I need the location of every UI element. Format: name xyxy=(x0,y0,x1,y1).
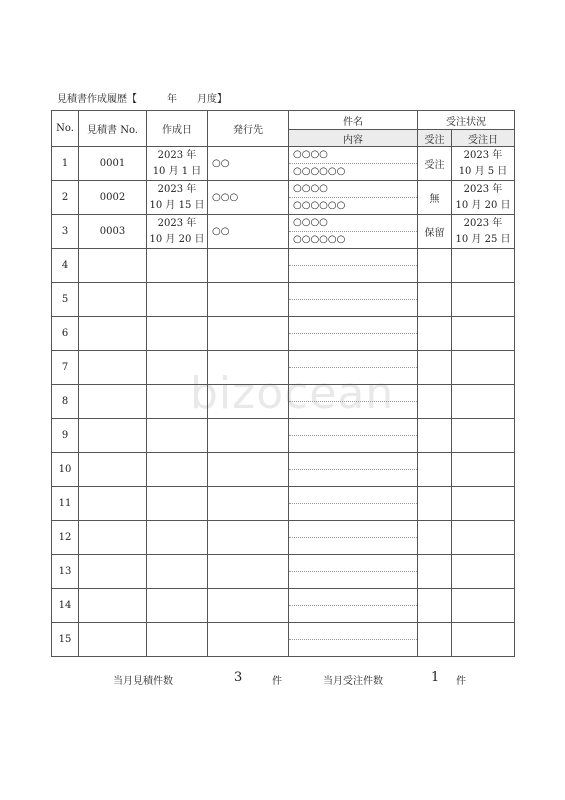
created-date-cell[interactable] xyxy=(147,623,208,657)
created-date-cell[interactable] xyxy=(147,249,208,283)
order-date-day: 10 月 20 日 xyxy=(455,199,511,211)
created-date-cell[interactable] xyxy=(147,453,208,487)
order-date-year: 2023 年 xyxy=(463,149,503,161)
table-row xyxy=(52,215,515,249)
estimate-no-cell[interactable] xyxy=(79,249,147,283)
estimate-no-cell[interactable] xyxy=(79,385,147,419)
subject-content-cell[interactable] xyxy=(289,283,418,317)
publisher-cell[interactable]: ○○ xyxy=(208,215,289,249)
ordered-status-cell[interactable] xyxy=(418,385,452,419)
estimates-count-unit: 件 xyxy=(272,676,282,687)
ordered-status-cell[interactable] xyxy=(418,283,452,317)
publisher-cell[interactable] xyxy=(208,317,289,351)
header-order-status: 受注状況 xyxy=(418,111,515,130)
subject-text xyxy=(289,317,417,334)
table-row xyxy=(52,351,515,385)
table-row xyxy=(52,487,515,521)
subject-content-cell[interactable] xyxy=(289,555,418,589)
ordered-status-cell[interactable] xyxy=(418,487,452,521)
estimate-no-cell[interactable]: 0002 xyxy=(79,181,147,215)
subject-content-cell[interactable] xyxy=(289,385,418,419)
order-date-cell[interactable] xyxy=(452,487,515,521)
row-no: 8 xyxy=(52,385,79,419)
content-text xyxy=(289,436,417,452)
publisher-cell[interactable] xyxy=(208,351,289,385)
created-date-cell[interactable] xyxy=(147,487,208,521)
publisher-cell[interactable]: ○○ xyxy=(208,147,289,181)
created-date-cell[interactable] xyxy=(147,147,208,181)
estimate-history-table xyxy=(51,110,515,657)
subject-content-cell[interactable] xyxy=(289,249,418,283)
order-date-year: 2023 年 xyxy=(463,183,503,195)
order-date-cell[interactable] xyxy=(452,351,515,385)
row-no: 2 xyxy=(52,181,79,215)
created-date-cell[interactable] xyxy=(147,521,208,555)
subject-text: ○○○○ xyxy=(289,181,417,198)
publisher-cell[interactable] xyxy=(208,521,289,555)
estimate-no-cell[interactable] xyxy=(79,317,147,351)
subject-content-cell[interactable] xyxy=(289,215,418,249)
subject-content-cell[interactable] xyxy=(289,351,418,385)
order-date-cell[interactable] xyxy=(452,283,515,317)
row-no: 6 xyxy=(52,317,79,351)
row-no: 15 xyxy=(52,623,79,657)
publisher-cell[interactable] xyxy=(208,283,289,317)
order-date-cell[interactable] xyxy=(452,521,515,555)
estimates-count-value: 3 xyxy=(234,670,243,685)
order-date-cell[interactable] xyxy=(452,215,515,249)
estimate-no-cell[interactable] xyxy=(79,419,147,453)
estimate-no-cell[interactable] xyxy=(79,453,147,487)
table-row xyxy=(52,521,515,555)
table-row xyxy=(52,385,515,419)
subject-text xyxy=(289,623,417,640)
estimate-no-cell[interactable]: 0001 xyxy=(79,147,147,181)
row-no: 4 xyxy=(52,249,79,283)
created-date-cell[interactable] xyxy=(147,181,208,215)
content-text xyxy=(289,606,417,622)
order-date-day: 10 月 25 日 xyxy=(455,233,511,245)
created-date-cell[interactable] xyxy=(147,385,208,419)
header-ordered: 受注 xyxy=(418,130,452,147)
content-text xyxy=(289,402,417,418)
header-estimate-no: 見積書 No. xyxy=(79,111,147,147)
content-text xyxy=(289,266,417,282)
publisher-cell[interactable] xyxy=(208,589,289,623)
publisher-cell[interactable] xyxy=(208,555,289,589)
created-date-day: 10 月 20 日 xyxy=(149,233,205,245)
order-date-cell[interactable] xyxy=(452,249,515,283)
table-body xyxy=(52,147,515,657)
content-text: ○○○○○○ xyxy=(293,200,346,211)
order-date-cell[interactable] xyxy=(452,317,515,351)
document-title: 見積書作成履歴【 年 月度】 xyxy=(57,94,227,105)
header-publisher: 発行先 xyxy=(208,111,289,147)
row-no: 11 xyxy=(52,487,79,521)
order-date-cell[interactable] xyxy=(452,453,515,487)
created-date-cell[interactable] xyxy=(147,419,208,453)
subject-text xyxy=(289,385,417,402)
row-no: 12 xyxy=(52,521,79,555)
ordered-status-cell[interactable] xyxy=(418,419,452,453)
order-date-day: 10 月 5 日 xyxy=(458,165,508,177)
order-date-cell[interactable] xyxy=(452,385,515,419)
content-text xyxy=(289,572,417,588)
subject-content-cell[interactable] xyxy=(289,589,418,623)
content-text xyxy=(289,538,417,554)
table-row xyxy=(52,623,515,657)
subject-content-cell[interactable] xyxy=(289,419,418,453)
order-date-cell[interactable] xyxy=(452,147,515,181)
subject-text xyxy=(289,453,417,470)
row-no: 9 xyxy=(52,419,79,453)
content-text xyxy=(289,640,417,656)
header-no: No. xyxy=(52,111,79,147)
ordered-status-cell[interactable] xyxy=(418,589,452,623)
table-row xyxy=(52,147,515,181)
publisher-cell[interactable] xyxy=(208,419,289,453)
order-date-cell[interactable] xyxy=(452,589,515,623)
estimate-no-cell[interactable]: 0003 xyxy=(79,215,147,249)
subject-text: ○○○○ xyxy=(289,215,417,232)
ordered-status-cell[interactable] xyxy=(418,453,452,487)
table-row xyxy=(52,453,515,487)
estimate-no-cell[interactable] xyxy=(79,283,147,317)
row-no: 10 xyxy=(52,453,79,487)
content-text xyxy=(289,334,417,350)
estimate-no-cell[interactable] xyxy=(79,521,147,555)
created-date-cell[interactable] xyxy=(147,215,208,249)
ordered-status-cell[interactable] xyxy=(418,351,452,385)
publisher-cell[interactable] xyxy=(208,623,289,657)
row-no: 14 xyxy=(52,589,79,623)
subject-content-cell[interactable] xyxy=(289,623,418,657)
subject-text xyxy=(289,589,417,606)
subject-content-cell[interactable] xyxy=(289,317,418,351)
estimate-no-cell[interactable] xyxy=(79,351,147,385)
ordered-status-cell[interactable]: 保留 xyxy=(418,215,452,249)
ordered-status-cell[interactable] xyxy=(418,555,452,589)
created-date-day: 10 月 1 日 xyxy=(152,165,202,177)
subject-text xyxy=(289,351,417,368)
content-text xyxy=(289,470,417,486)
header-subject: 件名 xyxy=(289,111,418,130)
estimates-count-label: 当月見積件数 xyxy=(113,676,173,687)
publisher-cell[interactable] xyxy=(208,385,289,419)
subject-text: ○○○○ xyxy=(289,147,417,164)
subject-content-cell[interactable] xyxy=(289,147,418,181)
order-date-cell[interactable] xyxy=(452,555,515,589)
estimate-no-cell[interactable] xyxy=(79,487,147,521)
subject-text xyxy=(289,521,417,538)
orders-count-value: 1 xyxy=(431,670,440,685)
row-no: 5 xyxy=(52,283,79,317)
content-text xyxy=(289,504,417,520)
table-row xyxy=(52,317,515,351)
header-order-date: 受注日 xyxy=(452,130,515,147)
content-text xyxy=(289,368,417,384)
ordered-status-cell[interactable]: 受注 xyxy=(418,147,452,181)
subject-content-cell[interactable] xyxy=(289,521,418,555)
estimate-no-cell[interactable] xyxy=(79,555,147,589)
order-date-cell[interactable] xyxy=(452,181,515,215)
orders-count-unit: 件 xyxy=(456,676,466,687)
table-row xyxy=(52,419,515,453)
created-date-cell[interactable] xyxy=(147,589,208,623)
row-no: 1 xyxy=(52,147,79,181)
subject-text xyxy=(289,487,417,504)
ordered-status-cell[interactable] xyxy=(418,317,452,351)
table-row xyxy=(52,249,515,283)
order-date-year: 2023 年 xyxy=(463,217,503,229)
subject-content-cell[interactable] xyxy=(289,487,418,521)
publisher-cell[interactable] xyxy=(208,249,289,283)
subject-content-cell[interactable] xyxy=(289,181,418,215)
row-no: 3 xyxy=(52,215,79,249)
ordered-status-cell[interactable] xyxy=(418,249,452,283)
content-text xyxy=(289,300,417,316)
created-date-cell[interactable] xyxy=(147,283,208,317)
table-row xyxy=(52,181,515,215)
table-row xyxy=(52,555,515,589)
table-row xyxy=(52,283,515,317)
row-no: 13 xyxy=(52,555,79,589)
subject-text xyxy=(289,419,417,436)
created-date-cell[interactable] xyxy=(147,351,208,385)
subject-text xyxy=(289,283,417,300)
ordered-status-cell[interactable]: 無 xyxy=(418,181,452,215)
publisher-cell[interactable]: ○○○ xyxy=(208,181,289,215)
estimate-no-cell[interactable] xyxy=(79,623,147,657)
order-date-cell[interactable] xyxy=(452,623,515,657)
created-date-cell[interactable] xyxy=(147,317,208,351)
subject-content-cell[interactable] xyxy=(289,453,418,487)
ordered-status-cell[interactable] xyxy=(418,521,452,555)
created-date-year: 2023 年 xyxy=(157,217,197,229)
header-content: 内容 xyxy=(289,130,418,147)
publisher-cell[interactable] xyxy=(208,453,289,487)
created-date-cell[interactable] xyxy=(147,555,208,589)
watermark: bizocean xyxy=(190,368,395,419)
created-date-day: 10 月 15 日 xyxy=(149,199,205,211)
created-date-year: 2023 年 xyxy=(157,149,197,161)
table-row xyxy=(52,589,515,623)
orders-count-label: 当月受注件数 xyxy=(323,676,383,687)
order-date-cell[interactable] xyxy=(452,419,515,453)
content-text: ○○○○○○ xyxy=(293,166,346,177)
publisher-cell[interactable] xyxy=(208,487,289,521)
created-date-year: 2023 年 xyxy=(157,183,197,195)
header-created-date: 作成日 xyxy=(147,111,208,147)
estimate-no-cell[interactable] xyxy=(79,589,147,623)
subject-text xyxy=(289,555,417,572)
subject-text xyxy=(289,249,417,266)
row-no: 7 xyxy=(52,351,79,385)
content-text: ○○○○○○ xyxy=(293,234,346,245)
ordered-status-cell[interactable] xyxy=(418,623,452,657)
